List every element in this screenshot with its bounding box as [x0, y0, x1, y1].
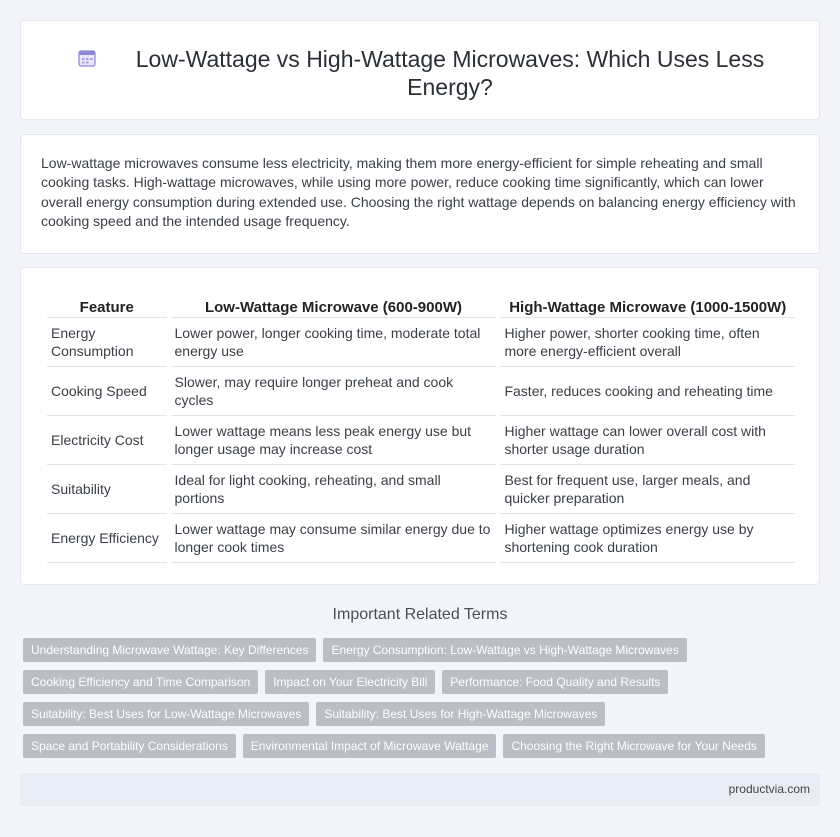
related-term-tag[interactable]: Environmental Impact of Microwave Wattage — [243, 734, 497, 758]
table-row — [47, 367, 795, 416]
header-high-wattage: High-Wattage Microwave (1000-1500W) — [500, 296, 795, 318]
table-row — [47, 318, 795, 367]
cell-feature: Suitability — [47, 465, 167, 514]
table-row — [47, 514, 795, 563]
related-terms-list — [23, 638, 823, 766]
comparison-card — [20, 267, 820, 585]
page-title: Low-Wattage vs High-Wattage Microwaves: Which Uses Less Energy? — [135, 46, 765, 100]
header-low-wattage: Low-Wattage Microwave (600-900W) — [171, 296, 497, 318]
table-row — [47, 416, 795, 465]
related-term-tag[interactable]: Suitability: Best Uses for Low-Wattage Microwaves — [23, 702, 309, 726]
related-term-tag[interactable]: Space and Portability Considerations — [23, 734, 236, 758]
cell-feature: Electricity Cost — [47, 416, 167, 465]
intro-text: Low-wattage microwaves consume less electricity, making them more energy-efficient for simple reheating and small cooking tasks. High-wattage microwaves, while using more power, reduce cooking time significantly, which can lower overall energy consumption during extended use. Choosing the right wattage depends on balancing energy efficiency with cooking speed and the intended usage frequency. — [41, 155, 796, 229]
cell-feature: Energy Consumption — [47, 318, 167, 367]
cell-high: Faster, reduces cooking and reheating time — [500, 367, 795, 416]
cell-high: Best for frequent use, larger meals, and quicker preparation — [500, 465, 795, 514]
cell-high: Higher wattage optimizes energy use by shortening cook duration — [500, 514, 795, 563]
related-term-tag[interactable]: Energy Consumption: Low-Wattage vs High-Wattage Microwaves — [323, 638, 686, 662]
table-row — [47, 465, 795, 514]
related-term-tag[interactable]: Impact on Your Electricity Bill — [265, 670, 435, 694]
intro-card — [20, 134, 820, 254]
footer-site-link[interactable]: productvia.com — [728, 782, 810, 796]
cell-high: Higher wattage can lower overall cost with shorter usage duration — [500, 416, 795, 465]
cell-low: Slower, may require longer preheat and cook cycles — [171, 367, 497, 416]
title-card — [20, 20, 820, 120]
footer — [20, 773, 820, 806]
cell-high: Higher power, shorter cooking time, often more energy-efficient overall — [500, 318, 795, 367]
related-term-tag[interactable]: Cooking Efficiency and Time Comparison — [23, 670, 258, 694]
cell-low: Ideal for light cooking, reheating, and small portions — [171, 465, 497, 514]
cell-low: Lower wattage means less peak energy use but longer usage may increase cost — [171, 416, 497, 465]
related-term-tag[interactable]: Understanding Microwave Wattage: Key Differences — [23, 638, 316, 662]
cell-feature: Cooking Speed — [47, 367, 167, 416]
related-term-tag[interactable]: Performance: Food Quality and Results — [442, 670, 668, 694]
cell-low: Lower wattage may consume similar energy due to longer cook times — [171, 514, 497, 563]
cell-feature: Energy Efficiency — [47, 514, 167, 563]
comparison-table — [43, 296, 799, 563]
related-term-tag[interactable]: Suitability: Best Uses for High-Wattage Microwaves — [316, 702, 605, 726]
related-terms-title: Important Related Terms — [332, 606, 508, 623]
table-header-row — [47, 296, 795, 318]
related-term-tag[interactable]: Choosing the Right Microwave for Your Needs — [503, 734, 764, 758]
header-feature: Feature — [47, 296, 167, 318]
cell-low: Lower power, longer cooking time, moderate total energy use — [171, 318, 497, 367]
